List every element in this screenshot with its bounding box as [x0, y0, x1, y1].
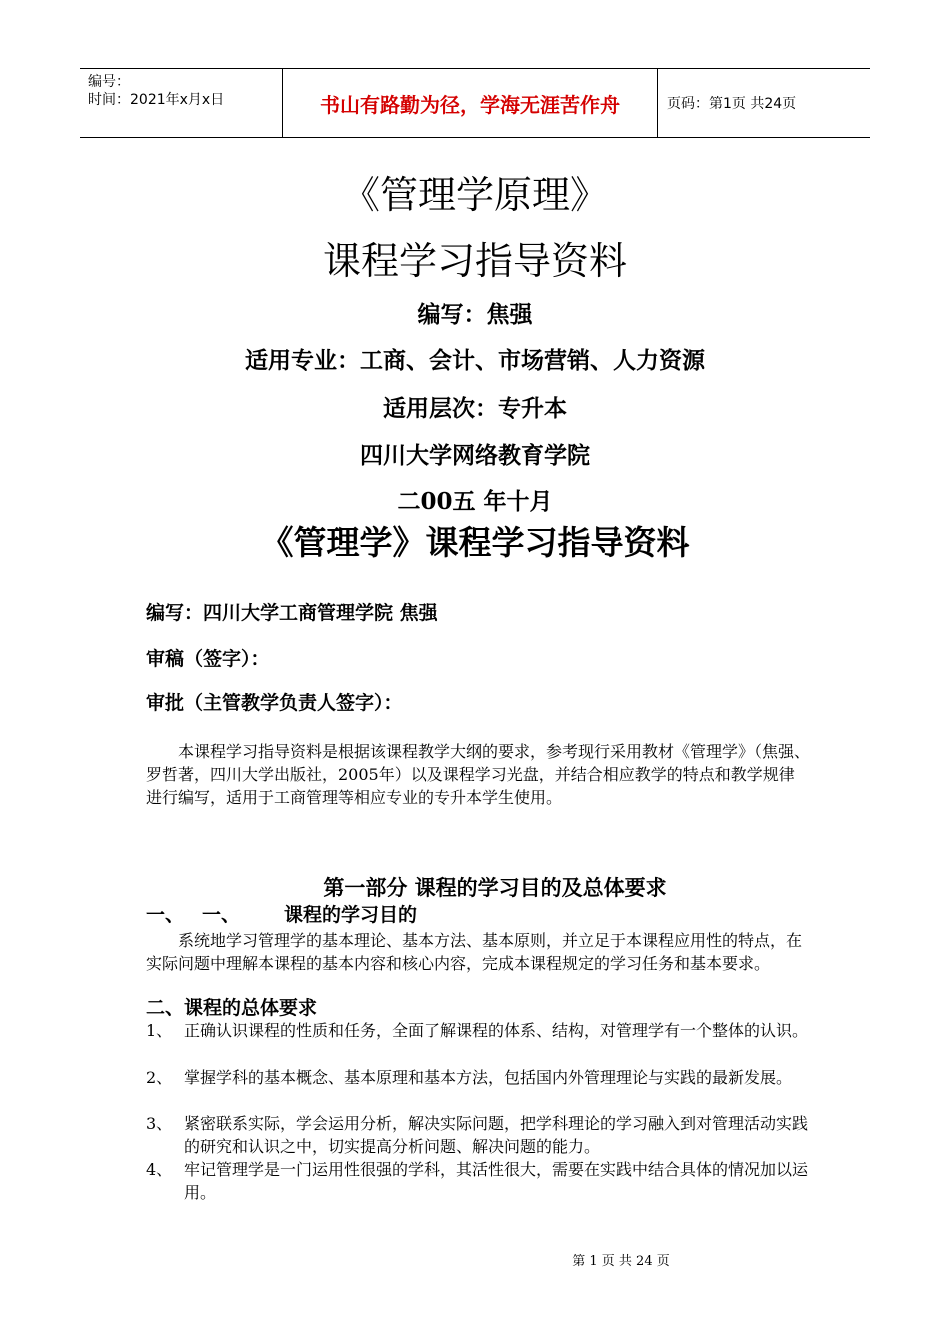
- purpose-paragraph: 系统地学习管理学的基本理论、基本方法、基本原则，并立足于本课程应用性的特点，在实际问题中理解本课程的基本内容和核心内容，完成本课程规定的学习任务和基本要求。: [146, 931, 803, 973]
- list-item-text: 掌握学科的基本概念、基本原理和基本方法，包括国内外管理理论与实践的最新发展。: [184, 1068, 793, 1087]
- section-heading-purpose: [146, 903, 417, 928]
- list-item: [146, 1066, 810, 1089]
- list-item: [146, 1019, 810, 1042]
- doc-subtitle: 课程学习指导资料: [322, 239, 627, 283]
- doc-school: 四川大学网络教育学院: [360, 442, 590, 469]
- doc-majors: 适用专业：工商、会计、市场营销、人力资源: [245, 347, 705, 374]
- header-time: 时间：2021年x月x日: [88, 92, 225, 108]
- section-title-purpose: 课程的学习目的: [284, 904, 418, 926]
- list-item-text: 正确认识课程的性质和任务，全面了解课程的体系、结构，对管理学有一个整体的认识。: [184, 1021, 809, 1040]
- approved-signature: 审批（主管教学负责人签字）：: [146, 692, 403, 714]
- list-item-number: 1、: [146, 1021, 173, 1040]
- page-header: [80, 68, 870, 138]
- list-item-number: 3、: [146, 1114, 173, 1133]
- list-item: [146, 1158, 810, 1204]
- list-item-number: 2、: [146, 1068, 173, 1087]
- list-item-text: 牢记管理学是一门运用性很强的学科，其活性很大，需要在实践中结合具体的情况加以运用。: [184, 1160, 809, 1202]
- compiled-by: 编写：四川大学工商管理学院 焦强: [146, 602, 438, 624]
- section-heading-requirements: 二、课程的总体要求: [146, 997, 318, 1019]
- list-item: [146, 1112, 810, 1158]
- guide-title: 《管理学》课程学习指导资料: [260, 523, 690, 562]
- doc-title: 《管理学原理》: [341, 173, 608, 217]
- intro-paragraph: 本课程学习指导资料是根据该课程教学大纲的要求，参考现行采用教材《管理学》（焦强、罗哲著，四川大学出版社，2005年）以及课程学习光盘，并结合相应教学的特点和教学规律进行编写，适用于工商管理等相应专业的专升本学生使用。: [146, 742, 811, 807]
- list-item-number: 4、: [146, 1160, 173, 1179]
- doc-date: 二00五 年十月: [397, 488, 553, 515]
- reviewed-signature: 审稿（签字）：: [146, 648, 270, 670]
- header-info: [80, 69, 282, 137]
- header-motto: 书山有路勤为径，学海无涯苦作舟: [282, 69, 658, 137]
- part-title: 第一部分 课程的学习目的及总体要求: [323, 875, 667, 900]
- section-number-a: 一、: [146, 904, 185, 926]
- doc-author: 编写：焦强: [417, 301, 533, 328]
- doc-level: 适用层次：专升本: [383, 395, 567, 422]
- page-footer: 第 1 页 共 24 页: [572, 1254, 670, 1269]
- section-number-b: 一、: [202, 904, 241, 926]
- header-number: 编号：: [88, 74, 130, 90]
- list-item-text: 紧密联系实际，学会运用分析，解决实际问题，把学科理论的学习融入到对管理活动实践的研究和认识之中，切实提高分析问题、解决问题的能力。: [184, 1114, 809, 1156]
- header-page: 页码：第1页 共24页: [667, 96, 797, 112]
